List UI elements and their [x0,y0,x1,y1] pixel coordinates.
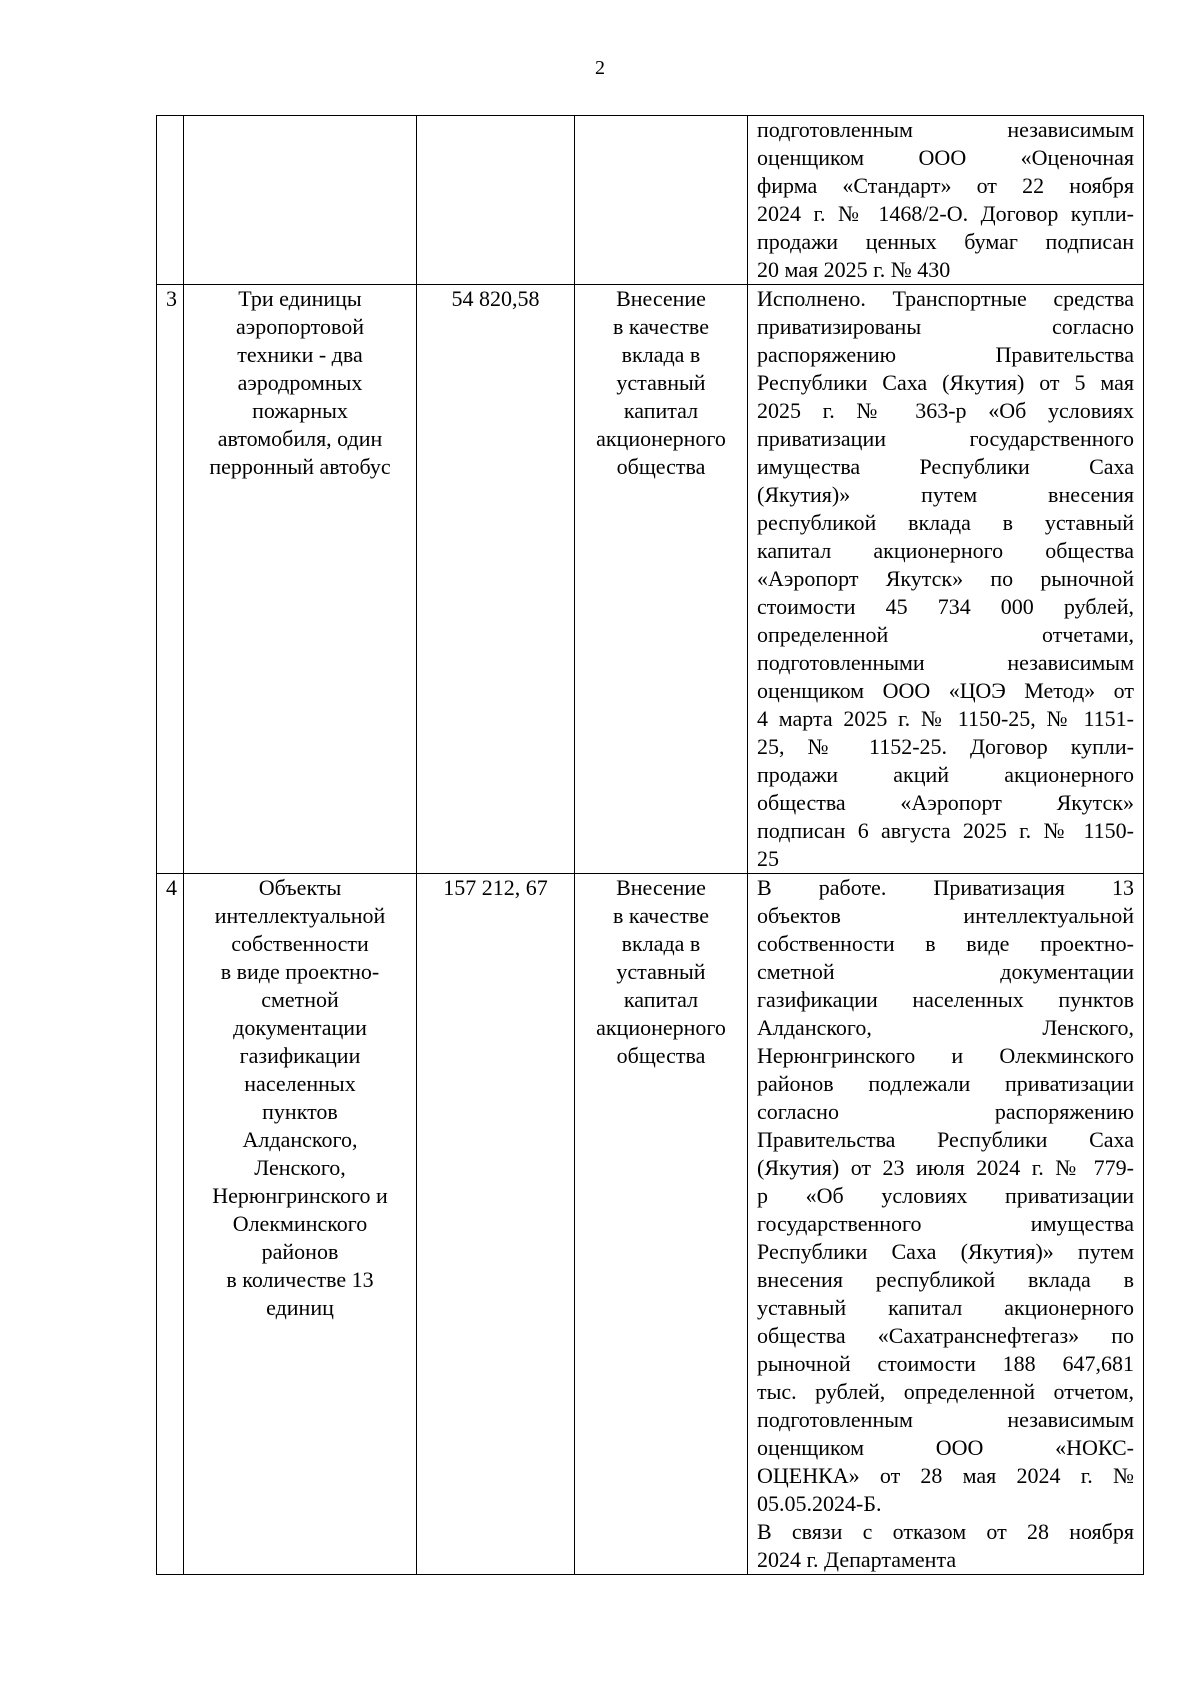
cell-line: Республики Саха (Якутия) от 5 мая [757,370,1134,395]
object-name-cell [184,116,417,285]
table-row [157,874,1144,1575]
cell-line: сметной [261,987,339,1012]
cell-line: 2024 г. Департамента [757,1547,957,1572]
table-row [157,285,1144,874]
cell-line: аэродромных [237,370,363,395]
cell-line: подготовленными независимым [757,650,1134,675]
cell-line: (Якутия) от 23 июля 2024 г. № 779- [757,1155,1134,1180]
cell-line: 4 марта 2025 г. № 1150-25, № 1151- [757,706,1134,731]
cell-line: подготовленным независимым [757,117,1134,142]
value-cell: 54 820,58 [417,285,575,874]
cell-line: Внесение [616,875,706,900]
cell-line: капитал [623,987,699,1012]
cell-line: Нерюнгринского и [212,1183,388,1208]
cell-line: единиц [266,1295,334,1320]
cell-line: (Якутия)» путем внесения [757,482,1134,507]
cell-line: акционерного [596,1015,726,1040]
cell-line: объектов интеллектуальной [757,903,1134,928]
cell-line: вклада в [621,342,701,367]
row-number-cell: 3 [157,285,184,874]
value-cell [417,116,575,285]
cell-line: р «Об условиях приватизации [757,1183,1134,1208]
cell-line: уставный [616,370,706,395]
cell-line: согласно распоряжению [757,1099,1134,1124]
cell-line: В связи с отказом от 28 ноября [757,1519,1134,1544]
cell-line: пожарных [252,398,348,423]
cell-line: в качестве [613,903,709,928]
method-cell [575,116,748,285]
cell-line: «Аэропорт Якутск» по рыночной [757,566,1134,591]
cell-line: акционерного [596,426,726,451]
cell-line: Нерюнгринского и Олекминского [757,1043,1134,1068]
table-row [157,116,1144,285]
cell-line: приватизации государственного [757,426,1134,451]
cell-line: газификации [239,1043,361,1068]
status-cell [748,874,1144,1575]
cell-line: продажи акций акционерного [757,762,1134,787]
cell-line: 2025 г. № 363-р «Об условиях [757,398,1134,423]
cell-line: капитал акционерного общества [757,538,1134,563]
cell-line: тыс. рублей, определенной отчетом, [757,1379,1134,1404]
cell-line: общества [616,1043,706,1068]
cell-line: в количестве 13 [226,1267,374,1292]
cell-line: 20 мая 2025 г. № 430 [757,257,951,282]
cell-line: уставный капитал акционерного [757,1295,1134,1320]
cell-line: фирма «Стандарт» от 22 ноября [757,173,1134,198]
cell-line: аэропортовой [235,314,365,339]
cell-line: Внесение [616,286,706,311]
cell-line: подписан 6 августа 2025 г. № 1150- [757,818,1134,843]
cell-line: сметной документации [757,959,1134,984]
cell-line: оценщиком ООО «Оценочная [757,145,1134,170]
cell-line: уставный [616,959,706,984]
cell-line: приватизированы согласно [757,314,1134,339]
cell-line: республикой вклада в уставный [757,510,1134,535]
cell-line: населенных [244,1071,356,1096]
cell-line: Ленского, [254,1155,346,1180]
cell-line: стоимости 45 734 000 рублей, [757,594,1134,619]
cell-line: 25 [757,846,779,871]
object-name-cell [184,874,417,1575]
cell-line: Объекты [258,875,342,900]
cell-line: общества [616,454,706,479]
status-cell [748,116,1144,285]
cell-line: в виде проектно- [220,959,380,984]
cell-line: распоряжению Правительства [757,342,1134,367]
cell-line: государственного имущества [757,1211,1134,1236]
cell-line: вклада в [621,931,701,956]
cell-line: В работе. Приватизация 13 [757,875,1134,900]
cell-line: ОЦЕНКА» от 28 мая 2024 г. № [757,1463,1134,1488]
row-number-cell: 4 [157,874,184,1575]
row-number-cell [157,116,184,285]
method-cell [575,874,748,1575]
cell-line: подготовленным независимым [757,1407,1134,1432]
cell-line: перронный автобус [209,454,391,479]
method-cell [575,285,748,874]
cell-line: Правительства Республики Саха [757,1127,1134,1152]
status-cell [748,285,1144,874]
cell-line: пунктов [262,1099,338,1124]
cell-line: собственности [231,931,369,956]
cell-line: оценщиком ООО «ЦОЭ Метод» от [757,678,1134,703]
cell-line: 25, № 1152-25. Договор купли- [757,734,1134,759]
cell-line: Алданского, [242,1127,358,1152]
cell-line: Исполнено. Транспортные средства [757,286,1134,311]
cell-line: газификации населенных пунктов [757,987,1134,1012]
cell-line: капитал [623,398,699,423]
cell-line: оценщиком ООО «НОКС- [757,1435,1134,1460]
object-name-cell [184,285,417,874]
cell-line: документации [233,1015,367,1040]
cell-line: 2024 г. № 1468/2-О. Договор купли- [757,201,1134,226]
cell-line: техники - два [237,342,363,367]
cell-line: Республики Саха (Якутия)» путем [757,1239,1134,1264]
cell-line: внесения республикой вклада в [757,1267,1134,1292]
cell-line: районов подлежали приватизации [757,1071,1134,1096]
cell-line: продажи ценных бумаг подписан [757,229,1134,254]
cell-line: в качестве [613,314,709,339]
cell-line: общества «Сахатранснефтегаз» по [757,1323,1134,1348]
cell-line: Три единицы [238,286,362,311]
value-cell: 157 212, 67 [417,874,575,1575]
page-number: 2 [595,57,605,79]
privatization-table [156,115,1144,1575]
cell-line: 05.05.2024-Б. [757,1491,882,1516]
cell-line: интеллектуальной [214,903,386,928]
cell-line: общества «Аэропорт Якутск» [757,790,1134,815]
table-body [157,116,1144,1575]
cell-line: Олекминского [232,1211,368,1236]
cell-line: имущества Республики Саха [757,454,1134,479]
cell-line: собственности в виде проектно- [757,931,1134,956]
cell-line: районов [261,1239,339,1264]
cell-line: определенной отчетами, [757,622,1134,647]
cell-line: Алданского, Ленского, [757,1015,1134,1040]
cell-line: автомобиля, один [217,426,383,451]
cell-line: рыночной стоимости 188 647,681 [757,1351,1134,1376]
